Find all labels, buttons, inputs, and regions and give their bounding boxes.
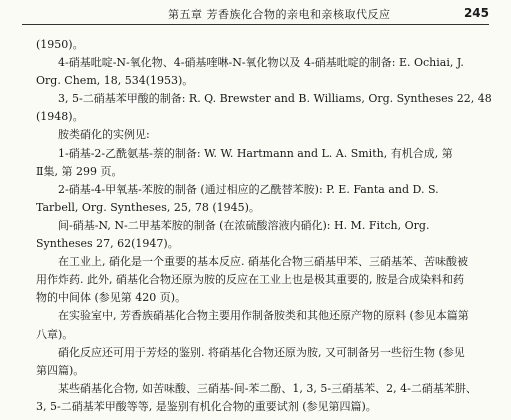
chapter-title: 第五章 芳香族化合物的亲电和亲核取代反应 [168, 8, 391, 21]
text-line: 硝化反应还可用于芳烃的鉴别. 将硝基化合物还原为胺, 又可制备另一些衍生物 (参见 [58, 345, 465, 359]
text-line: Org. Chem, 18, 534(1953)。 [36, 74, 194, 88]
text-line: Ⅱ集, 第 299 页。 [36, 164, 123, 178]
text-line: 4-硝基吡啶-N-氧化物、4-硝基喹啉-N-氧化物以及 4-硝基吡啶的制备: E. Ochiai, J. [58, 56, 464, 70]
text-line: 某些硝基化合物, 如苦味酸、三硝基-间-苯二酚、1, 3, 5-三硝基苯、2, 4-二硝基苯肼、 [58, 381, 477, 395]
body-text [36, 36, 492, 416]
text-line: (1950)。 [36, 38, 84, 51]
text-line: 胺类硝化的实例见: [58, 128, 150, 142]
text-line: 3, 5-二硝基苯甲酸的制备: R. Q. Brewster and B. Williams, Org. Syntheses 22, 48 [58, 92, 492, 106]
page-number: 245 [463, 6, 489, 20]
text-line: 在工业上, 硝化是一个重要的基本反应. 硝基化合物三硝基甲苯、三硝基苯、苦味酸被 [58, 255, 468, 269]
text-line: 物的中间体 (参见第 420 页)。 [36, 291, 187, 305]
header-rule [22, 24, 489, 25]
text-line: 在实验室中, 芳香族硝基化合物主要用作制备胺类和其他还原产物的原料 (参见本篇第 [58, 309, 469, 323]
text-line: 2-硝基-4-甲氧基-苯胺的制备 (通过相应的乙酰替苯胺): P. E. Fanta and D. S. [58, 182, 439, 196]
text-line: Tarbell, Org. Syntheses, 25, 78 (1945)。 [36, 200, 260, 214]
text-line: 第四篇)。 [36, 363, 85, 377]
text-line: (1948)。 [36, 110, 84, 124]
text-line: 八章)。 [36, 327, 74, 341]
text-line: 间-硝基-N, N-二甲基苯胺的制备 (在浓硫酸溶液内硝化): H. M. Fitch, Org. [58, 218, 430, 232]
text-line: 3, 5-二硝基苯甲酸等等, 是鉴别有机化合物的重要试剂 (参见第四篇)。 [36, 399, 377, 413]
text-line: 用作炸药. 此外, 硝基化合物还原为胺的反应在工业上也是极其重要的, 胺是合成染料和药 [36, 273, 464, 287]
text-line: Syntheses 27, 62(1947)。 [36, 237, 179, 251]
running-header [0, 0, 511, 28]
text-line: 1-硝基-2-乙酰氨基-萘的制备: W. W. Hartmann and L. A. Smith, 有机合成, 第 [58, 146, 453, 160]
